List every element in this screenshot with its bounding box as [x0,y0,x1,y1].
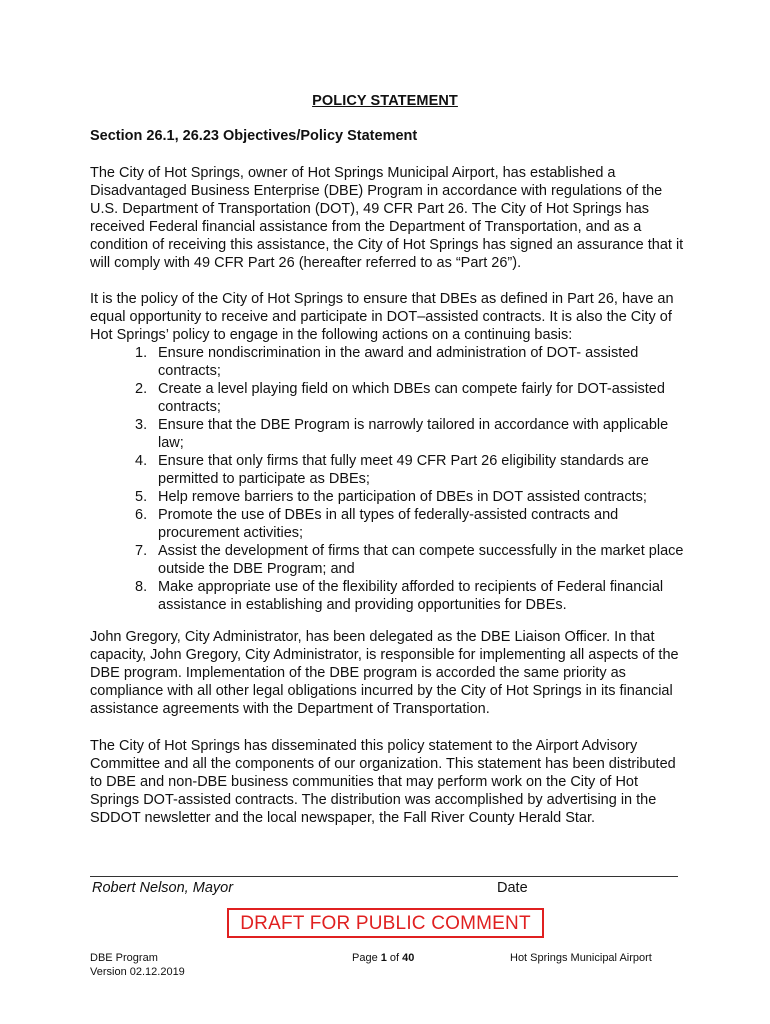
footer-program: DBE Program [90,952,158,964]
list-item-number: 4. [135,453,148,469]
page-of: of [386,952,403,964]
page-title: POLICY STATEMENT [312,93,458,109]
list-item-number: 6. [135,507,148,523]
list-item-text: Help remove barriers to the participation of DBEs in DOT assisted contracts; [158,489,647,505]
list-item-text: Assist the development of firms that can compete successfully in the market place outside the DBE Program; and [158,543,684,577]
list-item [90,542,690,578]
list-item-text: Promote the use of DBEs in all types of federally-assisted contracts and procurement activities; [158,507,619,541]
policy-actions-list [90,344,690,614]
list-item-number: 3. [135,417,148,433]
page-current: 1 [380,952,387,964]
footer-version: Version 02.12.2019 [90,966,185,978]
paragraph-liaison-officer: John Gregory, City Administrator, has been delegated as the DBE Liaison Officer. In that capacity, John Gregory, City Administrator, is responsible for implementing all aspects of the DBE program. Implementation of the DBE program is accorded the same priority as compliance with all other legal obligations incurred by the City of Hot Springs in its financial assistance agreements with the Department of Transportation. [90,629,679,717]
signature-line [90,876,678,877]
page-total: 40 [402,952,415,964]
list-item [90,488,690,506]
draft-stamp: DRAFT FOR PUBLIC COMMENT [227,908,544,938]
paragraph-dissemination: The City of Hot Springs has disseminated this policy statement to the Airport Advisory Committee and all the components of our organization. This statement has been distributed to DBE and non-DBE business communities that may perform work on the City of Hot Springs DOT-assisted contracts. The distribution was accomplished by advertising in the SDDOT newsletter and the local newspaper, the Fall River County Herald Star. [90,738,676,826]
section-heading: Section 26.1, 26.23 Objectives/Policy Statement [90,128,418,144]
signer-name: Robert Nelson, Mayor [92,880,234,896]
date-label: Date [497,880,528,896]
list-item [90,380,690,416]
footer-program-info [90,951,185,979]
list-item-text: Ensure that the DBE Program is narrowly tailored in accordance with applicable law; [158,417,669,451]
list-item [90,416,690,452]
paragraph-policy: It is the policy of the City of Hot Springs to ensure that DBEs as defined in Part 26, have an equal opportunity to receive and participate in DOT–assisted contracts. It is also the City of Hot Springs’ policy to engage in the following actions on a continuing basis: [90,291,674,343]
list-item-text: Create a level playing field on which DBEs can compete fairly for DOT-assisted contracts; [158,381,665,415]
list-item [90,344,690,380]
list-item-text: Make appropriate use of the flexibility afforded to recipients of Federal financial assistance in establishing and providing opportunities for DBEs. [158,579,664,613]
list-item-text: Ensure nondiscrimination in the award and administration of DOT- assisted contracts; [158,345,639,379]
list-item [90,452,690,488]
list-item-number: 8. [135,579,148,595]
list-item-number: 7. [135,543,148,559]
footer-page-number [352,952,414,964]
list-item-number: 5. [135,489,148,505]
list-item [90,506,690,542]
list-item-number: 2. [135,381,148,397]
list-item [90,578,690,614]
paragraph-program-intro: The City of Hot Springs, owner of Hot Springs Municipal Airport, has established a Disadvantaged Business Enterprise (DBE) Program in accordance with regulations of the U.S. Department of Transportation (DOT), 49 CFR Part 26. The City of Hot Springs has received Federal financial assistance from the Department of Transportation, and as a condition of receiving this assistance, the City of Hot Springs has signed an assurance that it will comply with 49 CFR Part 26 (hereafter referred to as “Part 26”). [90,165,684,271]
list-item-text: Ensure that only firms that fully meet 49 CFR Part 26 eligibility standards are permitted to participate as DBEs; [158,453,649,487]
page-prefix: Page [352,952,381,964]
footer-airport: Hot Springs Municipal Airport [510,952,652,964]
list-item-number: 1. [135,345,148,361]
